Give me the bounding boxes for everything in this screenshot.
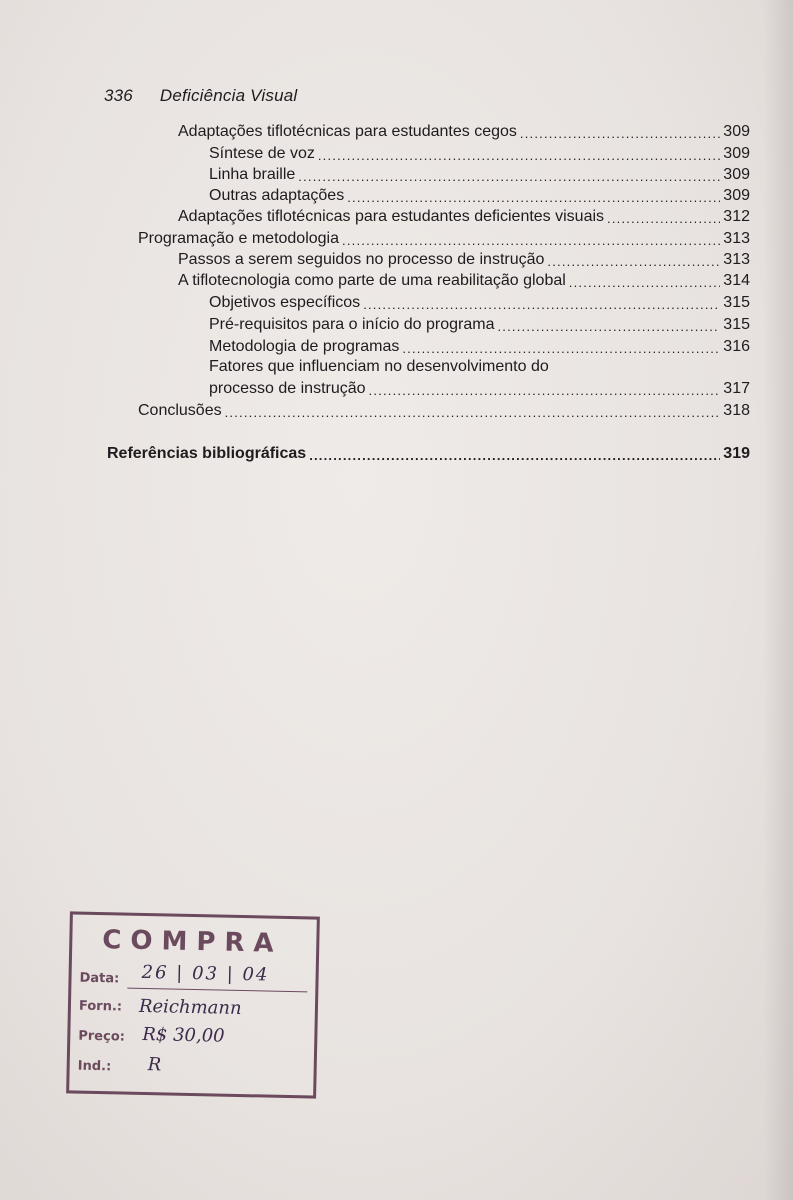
toc-entry-page: 313 [723,251,750,268]
toc-entry [209,379,750,399]
leader-dots [363,296,720,313]
leader-dots [309,447,720,464]
toc-entry-page: 309 [723,166,750,183]
toc-entry [209,315,750,335]
toc-entry-label: Pré-requisitos para o início do programa [209,316,495,333]
leader-dots [402,340,720,357]
toc-entry-label: Adaptações tiflotécnicas para estudantes deficientes visuais [178,208,605,225]
leader-dots [547,253,720,270]
toc-entry [138,229,750,249]
toc-entry [178,122,750,142]
stamp-supplier-value: Reichmann [138,995,242,1020]
leader-dots [347,189,720,206]
stamp-date-label: Data: [79,970,120,987]
stamp-price-label: Preço: [78,1028,126,1045]
toc-entry-label: Conclusões [138,402,222,419]
toc-entry-page: 315 [723,294,750,311]
toc-entry [209,144,750,164]
toc-entry-page: 309 [723,123,750,140]
toc-entry [178,207,750,227]
leader-dots [520,125,720,142]
header-page-number: 336 [104,86,133,105]
toc-entry-references [107,444,750,464]
leader-dots [298,168,720,185]
toc-entry-label: processo de instrução [209,380,366,397]
toc-entry [178,250,750,270]
stamp-ind-label: Ind.: [77,1058,112,1075]
page-edge-shadow [763,0,793,1200]
toc-entry-label: Linha braille [209,166,296,183]
stamp-date-underline [127,988,307,993]
toc-entry-page: 316 [723,338,750,355]
stamp-title: COMPRA [102,925,283,959]
toc-entry [209,293,750,313]
stamp-supplier-label: Forn.: [78,998,123,1015]
toc-entry [178,271,750,291]
toc-entry [209,337,750,357]
toc-entry-label: A tiflotecnologia como parte de uma reabilitação global [178,272,566,289]
toc-entry-label: Referências bibliográficas [107,445,307,462]
leader-dots [497,318,720,335]
toc-entry-page: 312 [723,208,750,225]
toc-entry-page: 318 [723,402,750,419]
leader-dots [342,232,720,249]
toc-entry [209,165,750,185]
toc-entry-label: Adaptações tiflotécnicas para estudantes cegos [178,123,517,140]
toc-entry-label: Síntese de voz [209,145,315,162]
toc-entry-label: Programação e metodologia [138,230,340,247]
toc-entry-page: 317 [723,380,750,397]
toc-entry-page: 313 [723,230,750,247]
stamp-price-value: R$ 30,00 [142,1023,225,1047]
toc-entry-page: 314 [723,272,750,289]
toc-entry-label: Metodologia de programas [209,338,400,355]
leader-dots [225,404,721,421]
toc-entry-label: Outras adaptações [209,187,345,204]
stamp-ind-value: R [147,1054,162,1076]
toc-entry-page: 319 [723,445,750,462]
toc-entry-label: Objetivos específicos [209,294,361,311]
leader-dots [569,274,721,291]
toc-entry-page: 315 [723,316,750,333]
running-header [104,86,297,106]
leader-dots [318,147,720,164]
stamp-date-value: 26 | 03 | 04 [141,961,270,986]
toc-entry-label: Passos a serem seguidos no processo de instrução [178,251,545,268]
toc-entry-page: 309 [723,145,750,162]
toc-entry [138,401,750,421]
toc-entry-page: 309 [723,187,750,204]
toc-entry-label-line1: Fatores que influenciam no desenvolvimento do [209,358,549,375]
header-title: Deficiência Visual [159,86,298,105]
toc-entry [209,186,750,206]
purchase-stamp [66,911,320,1098]
leader-dots [607,210,720,227]
leader-dots [369,382,721,399]
